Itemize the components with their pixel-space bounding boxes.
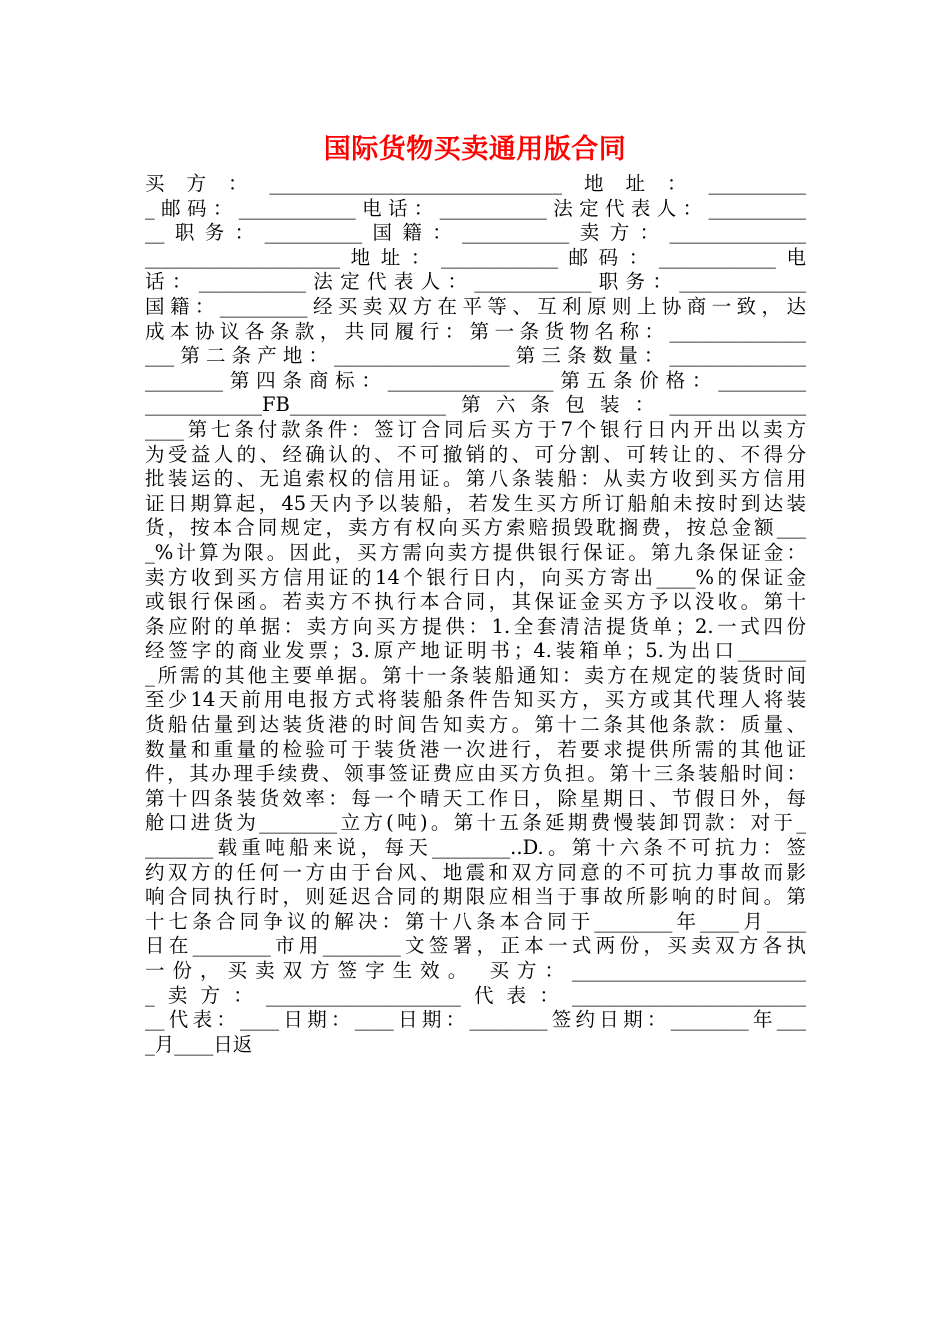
text-line: ____________________地址：____________邮码：____________电 [145, 245, 806, 269]
text-line: 成本协议各条款，共同履行：第一条货物名称：______________ [145, 319, 806, 343]
text-line: 第十四条装货效率：每一个晴天工作日，除星期日、节假日外，每 [145, 786, 806, 810]
text-line: 买方：______________________________地址：__________ [145, 172, 806, 195]
text-line: 约双方的任何一方由于台风、地震和双方同意的不可抗力事故而影 [145, 860, 806, 884]
text-line: 十七条合同争议的解决：第十八条本合同于________年____月____ [145, 909, 806, 933]
text-line: 货，按本合同规定，卖方有权向买方索赔损毁耽搁费，按总金额___ [145, 516, 806, 540]
text-line: 舱口进货为________立方(吨)。第十五条延期费慢装卸罚款：对于_ [145, 811, 806, 835]
text-line: 件，其办理手续费、领事签证费应由买方负担。第十三条装船时间： [145, 762, 806, 786]
text-line: 话：___________法定代表人：____________职务：_____________ [145, 270, 806, 294]
text-line: 至少14天前用电报方式将装船条件告知买方，买方或其代理人将装 [145, 688, 806, 712]
text-line: ____第七条付款条件：签订合同后买方于7个银行日内开出以卖方 [145, 417, 806, 441]
text-line: ___第二条产地：__________________第三条数量：______________ [145, 344, 806, 368]
text-line: _邮码：____________电话：___________法定代表人：__________ [145, 196, 806, 220]
document-title: 国际货物买卖通用版合同 [323, 134, 627, 165]
text-line: 日在________市用________文签署，正本一式两份，买卖双方各执 [145, 934, 806, 958]
text-line: 货船估量到达装货港的时间告知卖方。第十二条其他条款：质量、 [145, 713, 806, 737]
text-line: __代表：____日期：____日期：________签约日期：________年___ [145, 1008, 806, 1032]
text-line: 数量和重量的检验可于装货港一次进行，若要求提供所需的其他证 [145, 737, 806, 761]
text-line: ________第四条商标：_________________第五条价格：_________ [145, 368, 806, 392]
text-line: _月____日返 [145, 1032, 253, 1056]
text-line: 证日期算起，45天内予以装船，若发生买方所订船舶未按时到达装 [145, 491, 806, 515]
text-line: __职务：__________国籍：___________卖方：______________ [145, 221, 806, 245]
text-line: 条应附的单据：卖方向买方提供：1.全套清洁提货单；2.一式四份 [145, 614, 806, 638]
text-line: 为受益人的、经确认的、不可撤销的、可分割、可转让的、不得分 [145, 442, 806, 466]
text-line: 批装运的、无追索权的信用证。第八条装船：从卖方收到买方信用 [145, 467, 806, 491]
text-line: 国籍：_________经买卖双方在平等、互利原则上协商一致，达 [145, 294, 806, 318]
text-line: 一份，买卖双方签字生效。 买方：________________________ [145, 959, 806, 982]
text-line: _卖方：____________________代表：________________________ [145, 983, 806, 1007]
text-line: ____________FB________________第六条包装：______________ [145, 393, 806, 417]
text-line: _所需的其他主要单据。第十一条装船通知：卖方在规定的装货时间 [145, 663, 806, 687]
text-line: 或银行保函。若卖方不执行本合同，其保证金买方予以没收。第十 [145, 590, 806, 614]
text-line: 响合同执行时，则延迟合同的期限应相当于事故所影响的时间。第 [145, 885, 806, 909]
document-body [145, 172, 806, 1057]
text-line: _%计算为限。因此，买方需向卖方提供银行保证。第九条保证金： [145, 540, 806, 564]
text-line: 卖方收到买方信用证的14个银行日内，向买方寄出____%的保证金 [145, 565, 806, 589]
text-line: 经签字的商业发票；3.原产地证明书；4.装箱单；5.为出口_______ [145, 639, 806, 663]
text-line: _______载重吨船来说，每天________..D.。第十六条不可抗力：签 [145, 836, 806, 860]
